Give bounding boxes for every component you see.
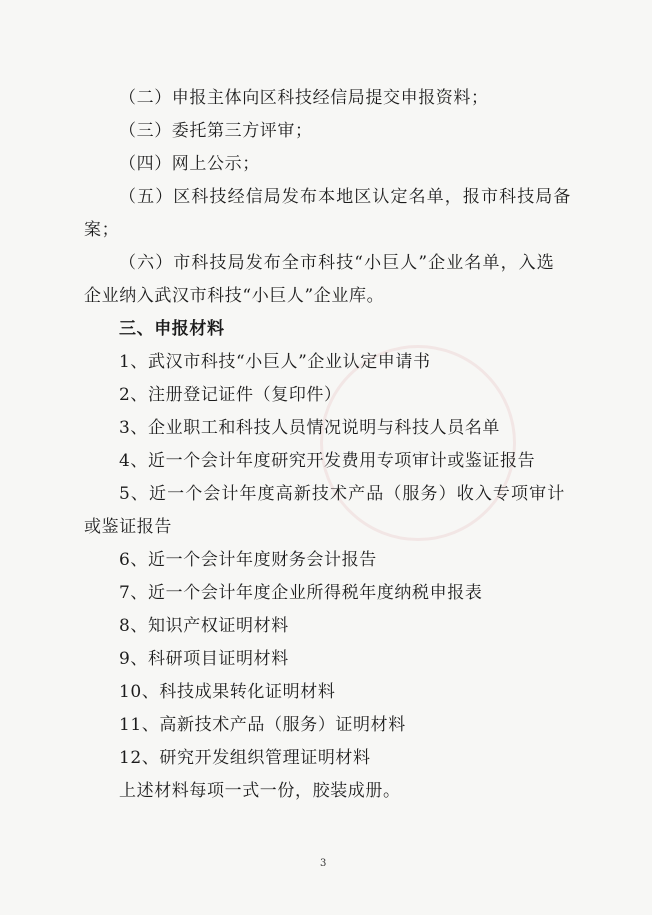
materials-item-10: 10、科技成果转化证明材料 — [119, 682, 336, 702]
materials-item-3: 3、企业职工和科技人员情况说明与科技人员名单 — [119, 418, 501, 438]
materials-footer-note: 上述材料每项一式一份，胶装成册。 — [119, 781, 401, 801]
process-step-5: （五）区科技经信局发布本地区认定名单，报市科技局备 — [119, 187, 572, 207]
materials-item-9: 9、科研项目证明材料 — [119, 649, 289, 669]
materials-item-4: 4、近一个会计年度研究开发费用专项审计或鉴证报告 — [119, 451, 536, 471]
materials-item-8: 8、知识产权证明材料 — [119, 616, 289, 636]
materials-item-6: 6、近一个会计年度财务会计报告 — [119, 550, 377, 570]
materials-item-5-continuation: 或鉴证报告 — [84, 517, 172, 537]
materials-item-5: 5、近一个会计年度高新技术产品（服务）收入专项审计 — [119, 484, 566, 504]
materials-item-11: 11、高新技术产品（服务）证明材料 — [119, 715, 406, 735]
materials-item-7: 7、近一个会计年度企业所得税年度纳税申报表 — [119, 583, 483, 603]
process-step-2: （二）申报主体向区科技经信局提交申报资料； — [119, 88, 489, 108]
process-step-4: （四）网上公示； — [119, 154, 260, 174]
page-number: 3 — [320, 858, 327, 869]
process-step-6: （六）市科技局发布全市科技“小巨人”企业名单，入选 — [119, 253, 555, 273]
materials-item-12: 12、研究开发组织管理证明材料 — [119, 748, 371, 768]
process-step-6-continuation: 企业纳入武汉市科技“小巨人”企业库。 — [84, 286, 385, 306]
section-heading-materials: 三、申报材料 — [119, 319, 225, 339]
process-step-5-continuation: 案； — [84, 220, 120, 240]
materials-item-1: 1、武汉市科技“小巨人”企业认定申请书 — [119, 352, 431, 372]
page-content — [84, 82, 574, 808]
process-step-3: （三）委托第三方评审； — [119, 121, 313, 141]
materials-item-2: 2、注册登记证件（复印件） — [119, 385, 342, 405]
